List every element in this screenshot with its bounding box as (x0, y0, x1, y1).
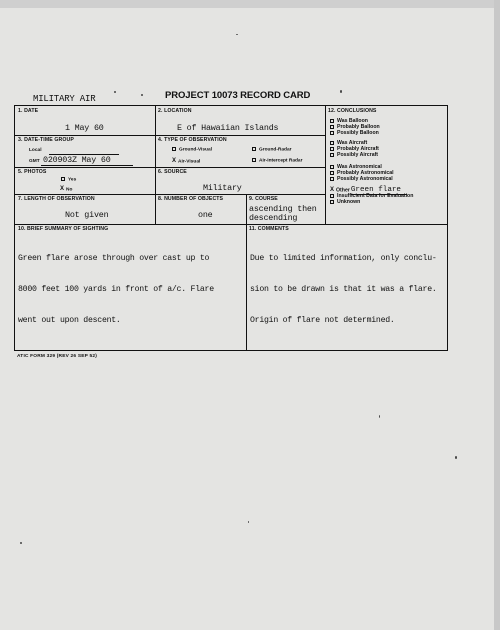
air-visual-option[interactable] (172, 158, 200, 164)
record-card (14, 105, 448, 351)
date-label: 1. DATE (18, 108, 39, 114)
ground-radar-text: Ground-Radar (259, 147, 292, 153)
ground-visual-option[interactable] (172, 147, 212, 152)
dtg-gmt-label: GMT (29, 159, 40, 164)
conclusion-option[interactable] (330, 199, 360, 205)
checkbox-empty-icon (172, 147, 176, 151)
dtg-gmt-value: 020903Z May 60 (43, 155, 111, 165)
source-value: Military (203, 183, 242, 193)
grid-line (15, 224, 447, 225)
scan-speck (379, 415, 380, 418)
conclusion-other-value: Green flare (351, 186, 407, 195)
summary-line: went out upon descent. (18, 315, 121, 325)
conclusion-option[interactable] (330, 152, 378, 158)
dtg-local-label: Local (29, 148, 42, 153)
conclusion-option-text: Probably Astronomical (337, 170, 394, 176)
scan-speck (20, 542, 22, 544)
checkbox-empty-icon (330, 141, 334, 145)
source-label: 6. SOURCE (158, 169, 187, 175)
comments-line: Due to limited information, only conclu- (250, 254, 437, 264)
scan-speck (236, 34, 238, 35)
air-intercept-radar-text: Air-Intercept Radar (259, 158, 303, 164)
course-line-1: ascending then (249, 204, 317, 214)
ground-visual-text: Ground-Visual (179, 147, 212, 153)
checkbox-empty-icon (330, 200, 334, 204)
conclusion-option-text: Probably Balloon (337, 124, 380, 130)
checkbox-empty-icon (252, 158, 256, 162)
photos-label: 5. PHOTOS (18, 169, 47, 175)
checkbox-empty-icon (330, 171, 334, 175)
conclusion-option-text: Possibly Balloon (337, 130, 379, 136)
comments-text (250, 234, 437, 346)
checkbox-empty-icon (252, 147, 256, 151)
ground-radar-option[interactable] (252, 147, 292, 152)
location-label: 2. LOCATION (158, 108, 192, 114)
checkbox-checked-icon: X (60, 186, 65, 192)
photos-no-text: No (66, 187, 73, 193)
checkbox-empty-icon (330, 125, 334, 129)
form-number: ATIC FORM 329 (REV 26 SEP 52) (17, 354, 97, 359)
observation-type-label: 4. TYPE OF OBSERVATION (158, 137, 227, 143)
photos-no-option[interactable] (60, 186, 72, 192)
checkbox-empty-icon (330, 147, 334, 151)
checkbox-empty-icon (330, 119, 334, 123)
comments-line: Origin of flare not determined. (250, 315, 395, 325)
conclusion-option-text: Insufficient Data for Evaluation (337, 193, 414, 199)
scan-edge-top (0, 0, 500, 8)
conclusion-option-text: Other (336, 187, 350, 194)
summary-text (18, 234, 214, 346)
dtg-label: 3. DATE-TIME GROUP (18, 137, 74, 143)
grid-line (15, 135, 325, 136)
checkbox-empty-icon (330, 194, 334, 198)
grid-line (15, 167, 325, 168)
length-label: 7. LENGTH OF OBSERVATION (18, 196, 95, 202)
conclusions-list (325, 106, 447, 224)
summary-line: 8000 feet 100 yards in front of a/c. Flare (18, 285, 214, 295)
conclusions-label: 12. CONCLUSIONS (328, 108, 377, 114)
length-value: Not given (65, 210, 109, 220)
photos-yes-text: Yes (68, 177, 77, 183)
conclusion-option[interactable] (330, 130, 379, 136)
checkbox-empty-icon (330, 131, 334, 135)
scan-edge-right (494, 0, 500, 630)
location-value: E of Hawaiian Islands (177, 123, 279, 133)
comments-line: sion to be drawn is that it was a flare. (250, 285, 437, 295)
comments-label: 11. COMMENTS (249, 226, 289, 232)
conclusion-option[interactable] (330, 176, 393, 182)
scan-speck (455, 456, 457, 459)
checkbox-checked-icon: X (330, 187, 335, 193)
scan-speck (340, 90, 342, 93)
date-value: 1 May 60 (65, 123, 104, 133)
checkbox-empty-icon (330, 165, 334, 169)
checkbox-empty-icon (330, 153, 334, 157)
checkbox-empty-icon (330, 177, 334, 181)
conclusion-option-text: Probably Aircraft (337, 146, 379, 152)
air-intercept-radar-option[interactable] (252, 158, 302, 163)
checkbox-checked-icon: X (172, 158, 177, 164)
conclusion-option-text: Unknown (337, 199, 361, 205)
scan-speck (248, 521, 249, 523)
conclusion-option-text: Possibly Astronomical (337, 176, 393, 182)
photos-yes-option[interactable] (61, 177, 76, 182)
objects-value: one (198, 210, 213, 220)
course-label: 9. COURSE (249, 196, 278, 202)
grid-line (246, 194, 247, 350)
grid-line (155, 106, 156, 224)
objects-label: 8. NUMBER OF OBJECTS (158, 196, 224, 202)
grid-line (15, 194, 325, 195)
form-title: PROJECT 10073 RECORD CARD (165, 90, 311, 101)
air-visual-text: Air-Visual (178, 159, 201, 165)
conclusion-option-text: Possibly Aircraft (337, 152, 379, 158)
conclusion-option-text: Was Balloon (337, 118, 368, 124)
summary-label: 10. BRIEF SUMMARY OF SIGHTING (18, 226, 109, 232)
conclusion-option-text: Was Aircraft (337, 140, 368, 146)
header-typed-note: MILITARY AIR (33, 94, 96, 104)
scan-speck (114, 91, 116, 93)
conclusion-option-text: Was Astronomical (337, 164, 382, 170)
course-line-2: descending (249, 213, 298, 223)
checkbox-empty-icon (61, 177, 65, 181)
scan-speck (141, 94, 143, 96)
summary-line: Green flare arose through over cast up to (18, 254, 210, 264)
dtg-gmt-line (41, 165, 133, 166)
